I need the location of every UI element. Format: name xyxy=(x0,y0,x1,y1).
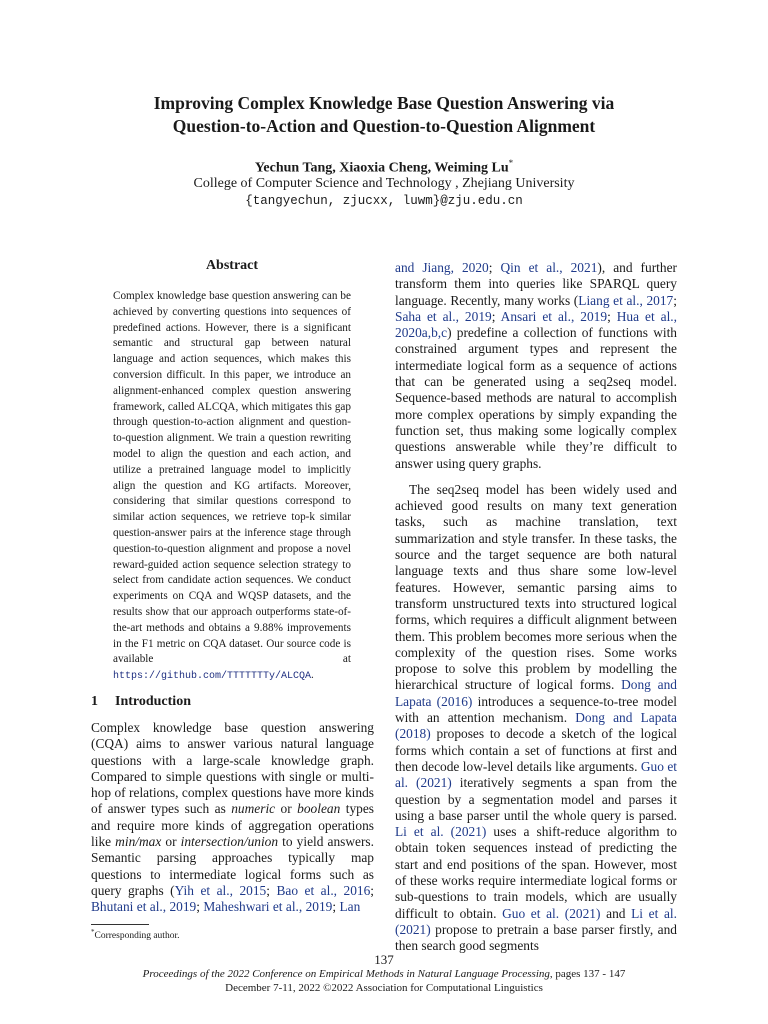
author-footnote-mark: * xyxy=(508,158,514,168)
intro-column-right xyxy=(395,260,677,954)
citation-separator: ; xyxy=(491,308,501,324)
citation-link[interactable]: Guo et al. (2021) xyxy=(395,758,678,791)
emphasis: intersection/union xyxy=(180,834,279,850)
citation-link[interactable]: Li et al. (2021) xyxy=(395,905,677,937)
citation-link[interactable]: Dong and Lapata (2016) xyxy=(395,677,677,709)
paper-title-line2: Question-to-Action and Question-to-Question Alignment xyxy=(172,116,596,136)
citation-link[interactable]: Qin et al., 2021 xyxy=(500,260,598,275)
author-names: Yechun Tang, Xiaoxia Cheng, Weiming Lu xyxy=(254,160,509,176)
citation-link[interactable]: Hua et al., 2020a,b,c xyxy=(395,308,677,341)
text-run: types and require more kinds of aggregation operations like xyxy=(91,801,374,850)
emphasis: boolean xyxy=(297,801,341,817)
text-run: and xyxy=(600,905,632,921)
text-run: ) predefine a collection of functions with constrained argument types and represent the intermediate logical form as a sequence of actions that can be generated using a seq2seq model. Sequence-based methods are natural to accomplish more complex operations by simply expanding the function set, thus making some logically complex questions answerable while they’re difficult to answer using query graphs. xyxy=(395,325,677,471)
abstract-heading: Abstract xyxy=(205,258,259,273)
emphasis: numeric xyxy=(231,801,276,817)
proceedings-line2: December 7-11, 2022 ©2022 Association for Computational Linguistics xyxy=(225,981,543,994)
intro-paragraph-2 xyxy=(395,482,677,955)
citation-separator: ; xyxy=(673,292,677,308)
footnote-text: Corresponding author. xyxy=(94,931,180,942)
proceedings-footer xyxy=(0,968,768,995)
text-run: Complex knowledge base question answering (CQA) aims to answer various natural language questions with a large-scale knowledge graph. Compared to simple questions with single or multi-hop of relations, complex questions have more kinds of answer types such as xyxy=(91,720,374,817)
proceedings-line1 xyxy=(0,968,768,982)
citation-link[interactable]: Yih et al., 2015 xyxy=(174,882,267,898)
citation-link-lan-part[interactable]: Lan xyxy=(339,899,361,915)
citation-link[interactable]: Bao et al., 2016 xyxy=(276,882,371,898)
intro-paragraph-1-part1 xyxy=(91,720,374,916)
text-run: introduces a sequence-to-tree model with an attention mechanism. xyxy=(395,693,677,726)
citation-separator: ; xyxy=(370,882,375,898)
footnote xyxy=(91,928,179,941)
affiliation: College of Computer Science and Technology , Zhejiang University xyxy=(193,176,575,191)
paper-title xyxy=(60,92,708,138)
emphasis: min/max xyxy=(115,834,162,850)
citation-link[interactable]: Ansari et al., 2019 xyxy=(500,308,608,324)
proceedings-pages: , pages 137 - 147 xyxy=(549,968,626,980)
abstract-body xyxy=(113,289,351,685)
citation-separator: ; xyxy=(332,899,340,915)
citation-separator: ; xyxy=(607,308,617,324)
citation-separator: ; xyxy=(488,260,501,275)
text-run: The seq2seq model has been widely used and achieved good results on many text generation tasks, such as machine translation, text summarization and style transfer. In these tasks, the source and the target sequence are both natural language texts and thus share some low-level features. However, semantic parsing aims to transform unstructured texts into structured logical forms, which requires a difficult alignment between them. This problem becomes more serious when the complexity of the question rises. Some works propose to solve this problem by modelling the hierarchical structure of logical forms. xyxy=(395,481,677,693)
text-run: or xyxy=(275,801,298,817)
citation-link[interactable]: Dong and Lapata (2018) xyxy=(395,710,677,742)
abstract-url-end: . xyxy=(311,669,314,682)
section-number: 1 xyxy=(91,694,98,709)
paper-title-line1: Improving Complex Knowledge Base Question Answering via xyxy=(153,93,615,113)
citation-separator: ; xyxy=(266,882,277,898)
section-title: Introduction xyxy=(115,694,191,709)
text-run: or xyxy=(161,834,181,850)
text-run: ), and further transform them into queries like SPARQL query language. Recently, many works ( xyxy=(395,260,677,308)
text-run: propose to pretrain a base parser firstly, and then search good segments xyxy=(395,921,677,954)
citation-link[interactable]: Maheshwari et al., 2019 xyxy=(203,899,333,915)
abstract-text: Complex knowledge base question answering can be achieved by converting questions into sequences of predefined actions. However, there is a significant semantic and structural gap between natural language and action sequences, which makes this conversion difficult. In this paper, we introduce an alignment-enhanced complex question answering framework, called ALCQA, which mitigates this gap through question-to-action alignment and question-to-question alignment. We train a question rewriting model to align the question and each action, and utilize a pretrained language model to implicitly align the question and KG artifacts. Moreover, considering that similar questions correspond to similar action sequences, we retrieve top-k similar question-answer pairs at the inference stage through question-to-question alignment and propose a novel reward-guided action sequence selection strategy to select from candidate action sequences. We conduct experiments on CQA and WQSP datasets, and the results show that our approach outperforms state-of-the-art methods and obtains a 9.88% improvements in the F1 metric on CQA dataset. Our source code is available at xyxy=(113,290,351,666)
citation-separator: ; xyxy=(196,899,204,915)
intro-paragraph-1-part2 xyxy=(395,260,677,472)
proceedings-venue: Proceedings of the 2022 Conference on Empirical Methods in Natural Language Processing xyxy=(142,968,550,980)
page-number: 137 xyxy=(374,952,394,967)
source-code-link[interactable]: https://github.com/TTTTTTTy/ALCQA xyxy=(113,671,312,683)
text-run: uses a shift-reduce algorithm to obtain token sequences instead of predicting the start and end positions of the span. However, most of these works require intermediate logical forms or sub-questions to train models, which are usually difficult to obtain. xyxy=(395,824,677,921)
intro-column-left xyxy=(91,720,374,916)
citation-link[interactable]: Liang et al., 2017 xyxy=(578,292,674,308)
citation-link[interactable]: Guo et al. (2021) xyxy=(502,905,601,921)
citation-link[interactable]: Li et al. (2021) xyxy=(395,824,487,840)
section-heading-introduction xyxy=(91,694,191,710)
text-run: to yield answers. Semantic parsing approaches typically map questions to intermediate logical forms such as query graphs ( xyxy=(91,834,374,898)
footnote-mark: * xyxy=(91,928,95,936)
citation-link[interactable]: Bhutani et al., 2019 xyxy=(91,899,197,915)
citation-link[interactable]: Saha et al., 2019 xyxy=(395,308,492,324)
text-run: iteratively segments a span from the question by a segmentation model and parses it using a base parser until the whole query is parsed. xyxy=(395,775,677,823)
text-run: proposes to decode a sketch of the logical forms which contain a set of functions at first and then decode low-level details like arguments. xyxy=(395,726,677,774)
author-email: {tangyechun, zjucxx, luwm}@zju.edu.cn xyxy=(245,194,523,208)
citation-link-lan-rest[interactable]: and Jiang, 2020 xyxy=(395,260,489,275)
author-list xyxy=(60,158,708,177)
footnote-rule xyxy=(91,924,149,925)
